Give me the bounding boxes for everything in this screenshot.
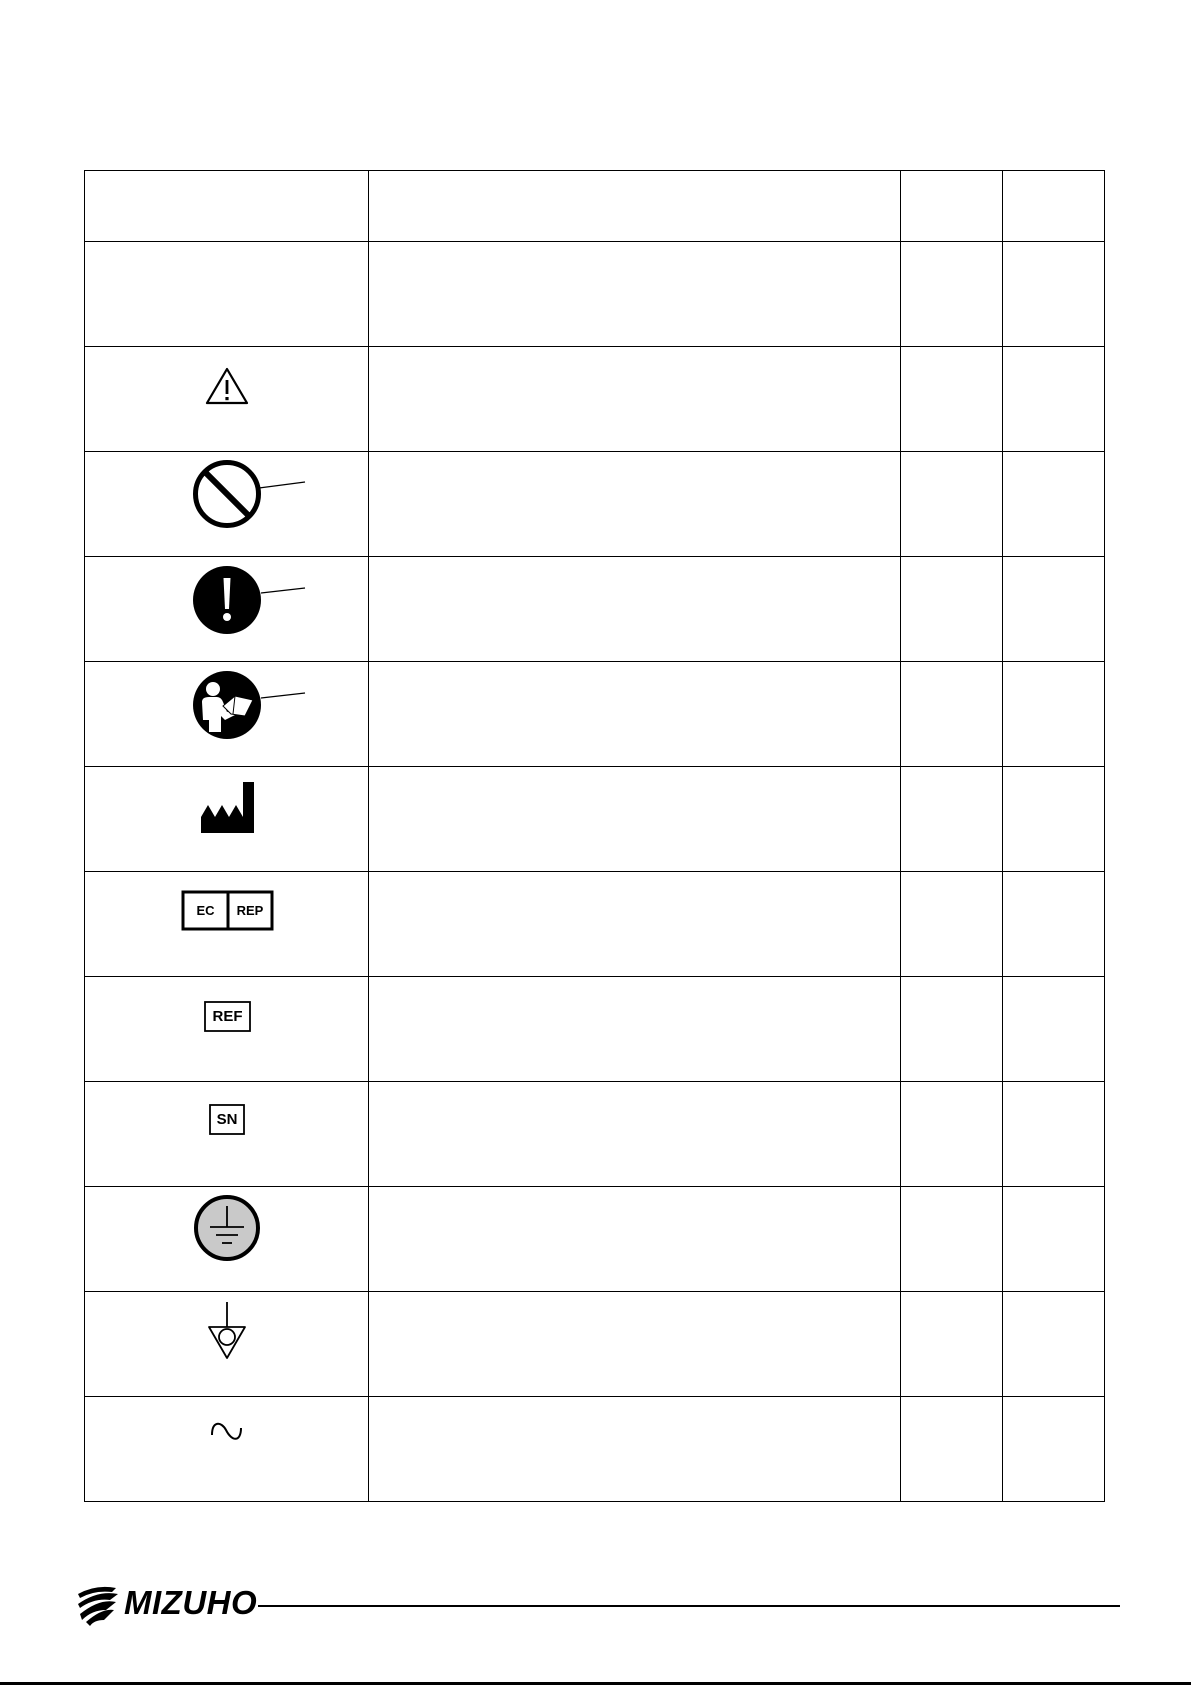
table-row bbox=[85, 557, 1105, 662]
symbol-cell bbox=[85, 1082, 369, 1187]
table-cell bbox=[1003, 662, 1105, 767]
description-cell bbox=[369, 242, 901, 347]
table-cell bbox=[1003, 1292, 1105, 1397]
symbol-cell bbox=[85, 662, 369, 767]
symbol-cell bbox=[85, 242, 369, 347]
description-cell bbox=[369, 872, 901, 977]
ref-icon bbox=[85, 977, 368, 1081]
table-cell bbox=[901, 1082, 1003, 1187]
header-cell-col3 bbox=[901, 171, 1003, 242]
table-header-row bbox=[85, 171, 1105, 242]
ec-label: EC bbox=[196, 903, 215, 918]
refer-to-manual-icon bbox=[85, 662, 368, 766]
header-cell-description bbox=[369, 171, 901, 242]
sn-label: SN bbox=[216, 1111, 238, 1128]
manufacturer-icon bbox=[85, 767, 368, 871]
symbol-cell bbox=[85, 347, 369, 452]
table-cell bbox=[1003, 242, 1105, 347]
table-cell bbox=[1003, 977, 1105, 1082]
table-cell bbox=[901, 872, 1003, 977]
table-cell bbox=[901, 452, 1003, 557]
symbol-cell bbox=[85, 557, 369, 662]
table-row bbox=[85, 1082, 1105, 1187]
table-row bbox=[85, 347, 1105, 452]
symbols-table bbox=[84, 170, 1105, 1502]
table-cell bbox=[901, 977, 1003, 1082]
table-cell bbox=[901, 767, 1003, 872]
table-row bbox=[85, 1187, 1105, 1292]
description-cell bbox=[369, 347, 901, 452]
table-row bbox=[85, 872, 1105, 977]
table-row bbox=[85, 662, 1105, 767]
description-cell bbox=[369, 977, 901, 1082]
symbol-cell bbox=[85, 1397, 369, 1502]
symbol-cell bbox=[85, 767, 369, 872]
table-row bbox=[85, 452, 1105, 557]
description-cell bbox=[369, 1082, 901, 1187]
description-cell bbox=[369, 452, 901, 557]
description-cell bbox=[369, 767, 901, 872]
ref-label: REF bbox=[212, 1008, 243, 1025]
symbol-cell bbox=[85, 1292, 369, 1397]
table-cell bbox=[901, 557, 1003, 662]
alternating-current-icon bbox=[85, 1397, 368, 1501]
table-cell bbox=[1003, 557, 1105, 662]
table-cell bbox=[901, 1397, 1003, 1502]
warning-triangle-icon bbox=[85, 347, 368, 451]
table-cell bbox=[1003, 872, 1105, 977]
description-cell bbox=[369, 662, 901, 767]
rep-label: REP bbox=[236, 903, 264, 918]
serial-number-icon bbox=[85, 1082, 368, 1186]
table-row bbox=[85, 242, 1105, 347]
header-cell-symbol bbox=[85, 171, 369, 242]
table-cell bbox=[901, 1292, 1003, 1397]
equipotentiality-icon bbox=[85, 1292, 368, 1396]
description-cell bbox=[369, 1292, 901, 1397]
table-cell bbox=[1003, 767, 1105, 872]
description-cell bbox=[369, 1397, 901, 1502]
description-cell bbox=[369, 557, 901, 662]
brand-name: MIZUHO bbox=[124, 1584, 258, 1621]
table-cell bbox=[1003, 1187, 1105, 1292]
table-cell bbox=[1003, 1397, 1105, 1502]
table-cell bbox=[901, 347, 1003, 452]
table-cell bbox=[901, 1187, 1003, 1292]
symbol-cell bbox=[85, 872, 369, 977]
table-cell bbox=[901, 242, 1003, 347]
table-row bbox=[85, 977, 1105, 1082]
mandatory-action-icon bbox=[85, 557, 368, 661]
table-cell bbox=[1003, 452, 1105, 557]
footer bbox=[0, 1580, 1191, 1630]
prohibition-icon bbox=[85, 452, 368, 556]
table-cell bbox=[1003, 1082, 1105, 1187]
symbol-cell bbox=[85, 1187, 369, 1292]
table-row bbox=[85, 1397, 1105, 1502]
table-cell bbox=[901, 662, 1003, 767]
description-cell bbox=[369, 1187, 901, 1292]
table-cell bbox=[1003, 347, 1105, 452]
header-cell-col4 bbox=[1003, 171, 1105, 242]
symbol-cell bbox=[85, 977, 369, 1082]
ec-rep-icon bbox=[85, 872, 368, 976]
footer-rule bbox=[258, 1605, 1120, 1607]
table-row bbox=[85, 1292, 1105, 1397]
protective-earth-icon bbox=[85, 1187, 368, 1291]
table-row bbox=[85, 767, 1105, 872]
symbol-cell bbox=[85, 452, 369, 557]
